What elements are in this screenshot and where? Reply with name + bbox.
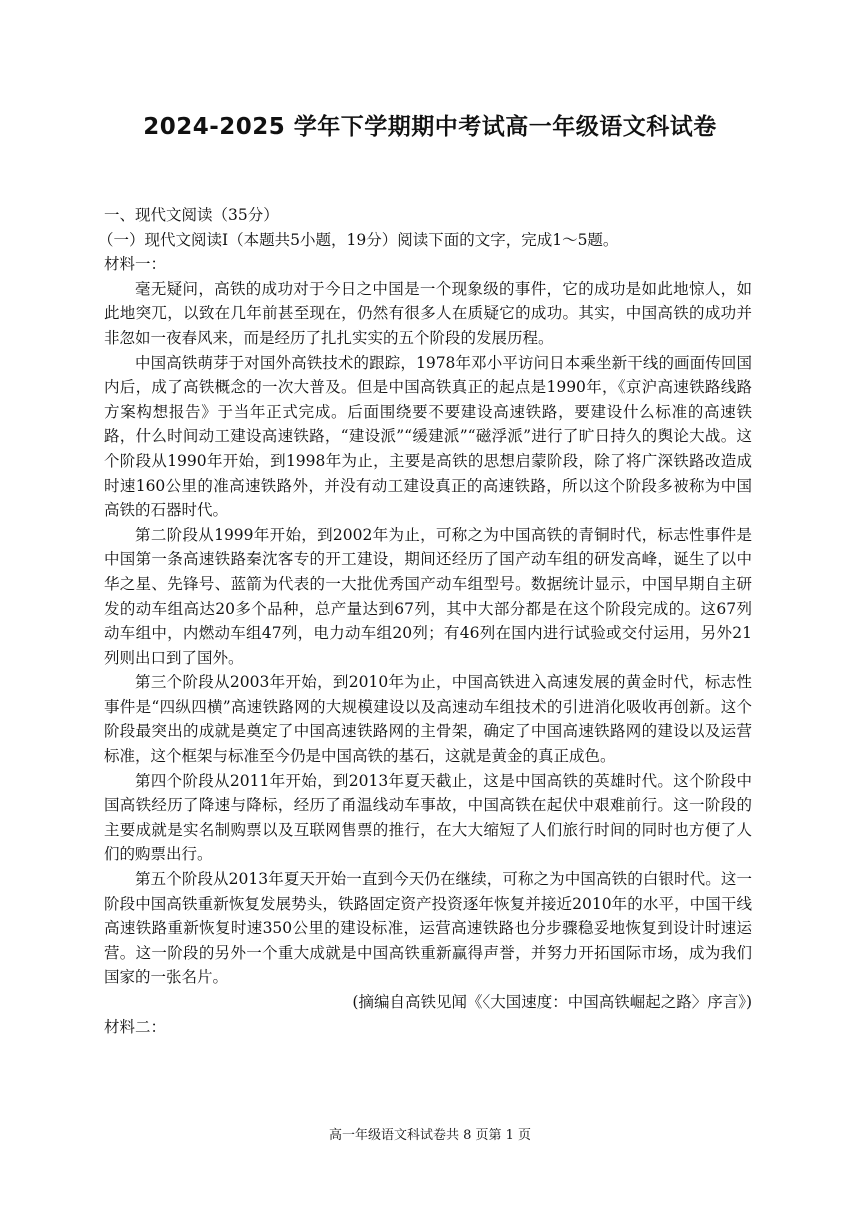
source-note: (摘编自高铁见闻《〈大国速度：中国高铁崛起之路〉序言》)	[352, 993, 752, 1011]
paragraph-1: 毫无疑问，高铁的成功对于今日之中国是一个现象级的事件，它的成功是如此地惊人，如此地突兀，以致在几年前甚至现在，仍然有很多人在质疑它的成功。其实，中国高铁的成功并非忽如一夜春风来，而是经历了扎扎实实的五个阶段的发展历程。	[104, 279, 752, 347]
section-heading: 一、现代文阅读（35分）	[104, 206, 279, 224]
paragraph-2: 中国高铁萌芽于对国外高铁技术的跟踪，1978年邓小平访问日本乘坐新干线的画面传回国内后，成了高铁概念的一次大普及。但是中国高铁真正的起点是1990年，《京沪高速铁路线路方案构想报告》于当年正式完成。后面围绕要不要建设高速铁路，要建设什么标准的高速铁路，什么时间动工建设高速铁路，“建设派”“缓建派”“磁浮派”进行了旷日持久的舆论大战。这个阶段从1990年开始，到1998年为止，主要是高铁的思想启蒙阶段，除了将广深铁路改造成时速160公里的准高速铁路外，并没有动工建设真正的高速铁路，所以这个阶段多被称为中国高铁的石器时代。	[104, 353, 752, 520]
paragraph-4: 第三个阶段从2003年开始，到2010年为止，中国高铁进入高速发展的黄金时代，标志性事件是“四纵四横”高速铁路网的大规模建设以及高速动车组技术的引进消化吸收再创新。这个阶段最突出的成就是奠定了中国高速铁路网的主骨架，确定了中国高速铁路网的建设以及运营标准，这个框架与标准至今仍是中国高铁的基石，这就是黄金的真正成色。	[104, 673, 752, 766]
paragraph-5: 第四个阶段从2011年开始，到2013年夏天截止，这是中国高铁的英雄时代。这个阶段中国高铁经历了降速与降标，经历了甬温线动车事故，中国高铁在起伏中艰难前行。这一阶段的主要成就是实名制购票以及互联网售票的推行，在大大缩短了人们旅行时间的同时也方便了人们的购票出行。	[104, 771, 752, 864]
exam-body	[98, 203, 752, 1039]
page-footer: 高一年级语文科试卷共 8 页第 1 页	[328, 1128, 532, 1143]
material-one-label: 材料一：	[104, 255, 167, 274]
material-two-label: 材料二：	[104, 1017, 167, 1036]
exam-title: 2024-2025 学年下学期期中考试高一年级语文科试卷	[143, 114, 717, 140]
paragraph-3: 第二阶段从1999年开始，到2002年为止，可称之为中国高铁的青铜时代，标志性事件是中国第一条高速铁路秦沈客专的开工建设，期间还经历了国产动车组的研发高峰，诞生了以中华之星、先锋号、蓝箭为代表的一大批优秀国产动车组型号。数据统计显示，中国早期自主研发的动车组高达20多个品种，总产量达到67列，其中大部分都是在这个阶段完成的。这67列动车组中，内燃动车组47列，电力动车组20列；有46列在国内进行试验或交付运用，另外21列则出口到了国外。	[104, 525, 752, 667]
paragraph-6: 第五个阶段从2013年夏天开始一直到今天仍在继续，可称之为中国高铁的白银时代。这一阶段中国高铁重新恢复发展势头，铁路固定资产投资逐年恢复并接近2010年的水平，中国干线高速铁路重新恢复时速350公里的建设标准，运营高速铁路也分步骤稳妥地恢复到设计时速运营。这一阶段的另外一个重大成就是中国高铁重新赢得声誉，并努力开拓国际市场，成为我们国家的一张名片。	[104, 870, 752, 987]
sub-heading: （一）现代文阅读Ⅰ（本题共5小题，19分）阅读下面的文字，完成1～5题。	[98, 230, 619, 249]
